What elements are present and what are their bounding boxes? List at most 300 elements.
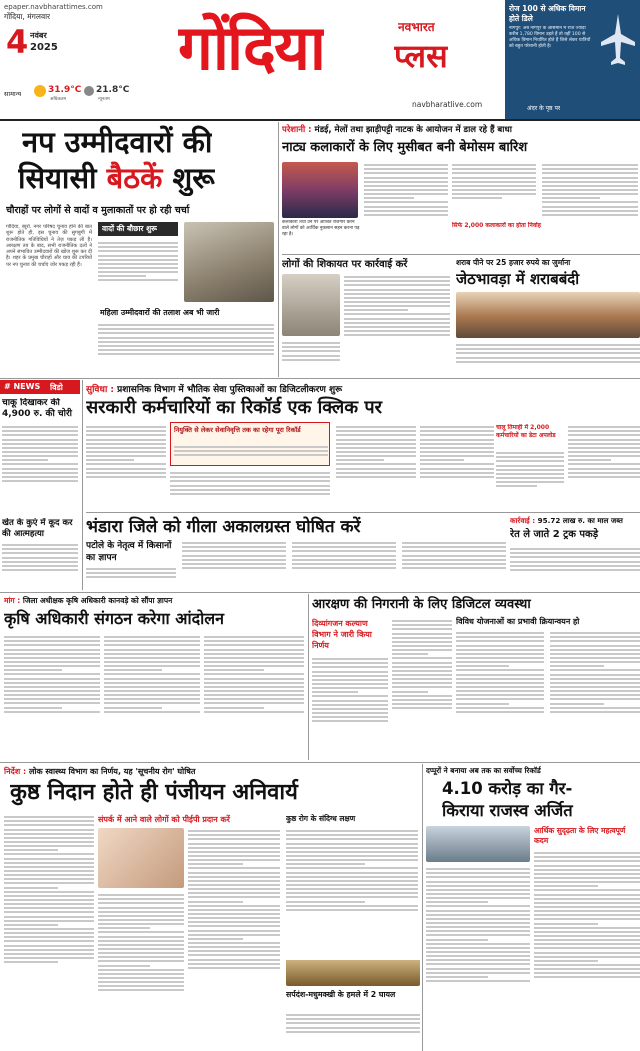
date-year: 2025	[30, 42, 58, 53]
text-line	[426, 918, 530, 920]
lead-photo	[184, 222, 274, 302]
text-line	[98, 973, 184, 975]
digital-headline: सरकारी कर्मचारियों का रिकॉर्ड एक क्लिक पर	[86, 397, 382, 418]
text-line	[104, 661, 200, 663]
text-line	[4, 953, 94, 955]
text-line	[426, 939, 488, 941]
text-line	[98, 969, 184, 971]
text-line	[456, 711, 544, 713]
bhandara-body-4	[402, 540, 506, 590]
text-line	[204, 694, 304, 696]
hr-2	[0, 378, 640, 379]
text-line	[4, 829, 94, 831]
text-line	[456, 674, 544, 676]
text-line	[312, 687, 388, 689]
text-line	[456, 645, 544, 647]
text-line	[282, 350, 340, 352]
text-line	[4, 661, 100, 663]
text-line	[204, 640, 304, 642]
text-line	[392, 662, 452, 664]
text-line	[534, 947, 640, 949]
text-line	[4, 957, 94, 959]
agri-label: मांग :	[4, 596, 21, 605]
text-line	[456, 357, 640, 359]
text-line	[188, 938, 243, 940]
text-line	[568, 430, 640, 432]
vertical-rule-4	[422, 764, 423, 1051]
text-line	[286, 867, 418, 869]
text-line	[188, 888, 280, 890]
text-line	[2, 459, 48, 461]
text-line	[452, 164, 536, 166]
text-line	[286, 851, 418, 853]
bees-headline: सर्पदंश-मधुमक्खी के हमले में 2 घायल	[286, 990, 396, 999]
text-line	[550, 703, 604, 705]
text-line	[104, 640, 200, 642]
text-line	[496, 452, 564, 454]
text-line	[420, 472, 494, 474]
text-line	[170, 489, 330, 491]
text-line	[550, 694, 640, 696]
text-line	[98, 250, 178, 252]
text-line	[542, 172, 638, 174]
bees-body	[286, 1012, 420, 1048]
text-line	[312, 666, 388, 668]
text-line	[336, 472, 416, 474]
text-line	[4, 891, 94, 893]
text-line	[426, 955, 530, 957]
text-line	[420, 451, 494, 453]
text-line	[4, 849, 58, 851]
text-line	[344, 301, 450, 303]
flash-story2-headline: खेत के कुएं में कूद कर की आत्महत्या	[2, 518, 73, 539]
text-line	[4, 657, 100, 659]
text-line	[456, 698, 544, 700]
text-line	[4, 686, 100, 688]
text-line	[312, 662, 388, 664]
agri-kicker-text: जिला अधीक्षक कृषि अधिकारी कानवड़े को सौंपा ज्ञापन	[22, 596, 173, 605]
text-line	[86, 447, 166, 449]
text-line	[104, 678, 200, 680]
text-line	[292, 542, 396, 544]
text-line	[392, 620, 452, 622]
text-line	[534, 906, 640, 908]
text-line	[98, 907, 184, 909]
text-line	[286, 880, 418, 882]
text-line	[542, 168, 638, 170]
text-line	[98, 923, 184, 925]
text-line	[86, 443, 166, 445]
text-line	[104, 690, 200, 692]
artists-headline: नाट्य कलाकारों के लिए मुसीबत बनी बेमोसम बारिश	[282, 140, 528, 155]
text-line	[550, 640, 640, 642]
text-line	[456, 682, 544, 684]
text-line	[456, 344, 640, 346]
text-line	[4, 862, 94, 864]
text-line	[312, 720, 388, 722]
text-line	[286, 843, 418, 845]
text-line	[204, 657, 304, 659]
text-line	[4, 878, 94, 880]
text-line	[426, 922, 530, 924]
text-line	[402, 559, 506, 561]
text-line	[550, 653, 640, 655]
text-line	[510, 548, 640, 550]
text-line	[542, 201, 638, 203]
epaper-url[interactable]: epaper.navbharattimes.com	[4, 3, 103, 11]
text-line	[364, 197, 414, 199]
text-line	[534, 852, 640, 854]
text-line	[550, 661, 640, 663]
text-line	[456, 361, 640, 363]
text-line	[2, 426, 78, 428]
text-line	[426, 901, 488, 903]
text-line	[534, 898, 640, 900]
text-line	[568, 451, 640, 453]
text-line	[282, 342, 340, 344]
lead-subhead: महिला उम्मीदवारों की तलाश अब भी जारी	[100, 308, 220, 317]
text-line	[4, 649, 100, 651]
text-line	[336, 476, 416, 478]
text-line	[98, 919, 184, 921]
text-line	[510, 565, 640, 567]
text-line	[4, 833, 94, 835]
text-line	[344, 293, 450, 295]
hr-4	[0, 592, 640, 593]
text-line	[550, 632, 640, 634]
liquor-kicker: शराब पीने पर 25 हजार रुपये का जुर्माना	[456, 258, 571, 267]
text-line	[534, 914, 640, 916]
text-line	[456, 707, 544, 709]
artists-body-2	[452, 162, 536, 220]
text-line	[188, 838, 280, 840]
text-line	[336, 468, 416, 470]
text-line	[286, 1031, 420, 1033]
text-line	[2, 468, 78, 470]
text-line	[204, 698, 304, 700]
text-line	[392, 628, 452, 630]
text-line	[312, 695, 388, 697]
text-line	[286, 859, 418, 861]
text-line	[542, 185, 638, 187]
text-line	[174, 454, 328, 456]
text-line	[550, 657, 640, 659]
text-line	[392, 703, 452, 705]
bhandara-story	[86, 514, 506, 590]
text-line	[568, 463, 640, 465]
text-line	[336, 451, 416, 453]
text-line	[534, 918, 640, 920]
revenue-body-2	[534, 850, 640, 1046]
text-line	[568, 447, 640, 449]
text-line	[456, 649, 544, 651]
text-line	[188, 905, 280, 907]
text-line	[2, 455, 78, 457]
brand-bottom: प्लस	[394, 37, 448, 75]
artists-kicker	[282, 124, 640, 135]
date-day: 4	[6, 25, 29, 59]
text-line	[568, 468, 640, 470]
text-line	[98, 936, 184, 938]
text-line	[550, 636, 640, 638]
text-line	[4, 853, 94, 855]
text-line	[86, 572, 176, 574]
agri-body-3	[204, 634, 304, 758]
text-line	[104, 665, 200, 667]
text-line	[4, 903, 94, 905]
text-line	[542, 189, 638, 191]
text-line	[364, 193, 448, 195]
text-line	[188, 851, 280, 853]
text-line	[188, 959, 280, 961]
text-line	[86, 463, 166, 465]
text-line	[364, 181, 448, 183]
leprosy-kicker	[4, 766, 420, 777]
text-line	[292, 550, 396, 552]
moon-icon	[84, 86, 94, 96]
hr-1	[282, 254, 640, 255]
text-line	[188, 855, 280, 857]
agri-kicker	[4, 596, 306, 606]
text-line	[402, 546, 506, 548]
text-line	[456, 661, 544, 663]
text-line	[4, 928, 94, 930]
text-line	[170, 493, 330, 495]
leprosy-body-2	[188, 828, 280, 1046]
text-line	[496, 465, 564, 467]
text-line	[4, 678, 100, 680]
text-line	[204, 636, 304, 638]
text-line	[364, 177, 448, 179]
text-line	[452, 185, 536, 187]
text-line	[98, 915, 184, 917]
digital-story	[86, 380, 640, 510]
trucks-kicker-text: 95.72 लाख रु. का माल जब्त	[537, 516, 623, 525]
text-line	[426, 968, 530, 970]
text-line	[534, 889, 640, 891]
leprosy-body-1	[4, 814, 94, 1046]
promo-box	[505, 0, 640, 120]
video-tag[interactable]: विडो	[50, 383, 63, 392]
digital-box-title: नियुक्ति से लेकर सेवानिवृत्ति तक का रहेगा पूरा रिकॉर्ड	[174, 426, 301, 434]
text-line	[4, 665, 100, 667]
leprosy-photo	[98, 828, 184, 888]
text-line	[534, 956, 640, 958]
text-line	[534, 964, 640, 966]
text-line	[568, 476, 640, 478]
text-line	[2, 439, 78, 441]
text-line	[286, 1014, 420, 1016]
text-line	[182, 567, 286, 569]
text-line	[426, 876, 530, 878]
text-line	[344, 284, 450, 286]
text-line	[86, 459, 134, 461]
text-line	[286, 830, 418, 832]
text-line	[452, 193, 536, 195]
text-line	[286, 834, 418, 836]
text-line	[534, 873, 640, 875]
text-line	[2, 476, 78, 478]
text-line	[344, 318, 450, 320]
text-line	[286, 855, 418, 857]
revenue-headline-2: किराया राजस्व अर्जित	[442, 801, 573, 820]
text-line	[420, 459, 464, 461]
revenue-headline-1: 4.10 करोड़ का गैर-	[442, 779, 573, 798]
text-line	[188, 967, 280, 969]
text-line	[98, 271, 178, 273]
trucks-label: कार्रवाई :	[510, 516, 536, 525]
text-line	[534, 894, 640, 896]
text-line	[170, 476, 330, 478]
text-line	[402, 550, 506, 552]
text-line	[534, 960, 598, 962]
text-line	[98, 985, 184, 987]
temp-max: 31.9°C	[48, 85, 82, 95]
bhandara-body-3	[292, 540, 396, 590]
text-line	[188, 859, 280, 861]
text-line	[98, 927, 150, 929]
flash-story1-headline: चाकू दिखाकर की 4,900 रु. की चोरी	[2, 398, 72, 419]
text-line	[392, 666, 452, 668]
text-line	[550, 690, 640, 692]
text-line	[86, 439, 166, 441]
text-line	[86, 426, 166, 428]
text-line	[188, 954, 280, 956]
text-line	[542, 164, 638, 166]
site-url[interactable]: navbharatlive.com	[412, 100, 483, 109]
artists-stat: सिर्फ 2,000 कलाकारों का होता निर्वाह	[452, 222, 541, 229]
text-line	[282, 359, 340, 361]
text-line	[86, 568, 176, 570]
text-line	[4, 644, 100, 646]
text-line	[426, 972, 530, 974]
digital-body-1	[86, 424, 166, 508]
artists-body-1	[364, 162, 448, 250]
digital-body-5	[496, 450, 564, 508]
text-line	[98, 246, 178, 248]
agri-body-2	[104, 634, 200, 758]
text-line	[204, 702, 304, 704]
text-line	[542, 193, 638, 195]
text-line	[286, 863, 365, 865]
digital-body-6	[568, 424, 640, 508]
text-line	[312, 716, 388, 718]
text-line	[496, 477, 564, 479]
text-line	[4, 694, 100, 696]
news-badge-text: # NEWS	[4, 382, 41, 391]
flash-story1-body	[2, 424, 78, 516]
digital-sub: चालू तिमाही में 2,000 कर्मचारियों का डेटा अपलोड	[496, 424, 556, 439]
text-line	[98, 332, 274, 334]
text-line	[426, 881, 530, 883]
text-line	[204, 653, 304, 655]
hr-3	[86, 512, 640, 513]
text-line	[4, 932, 94, 934]
text-line	[188, 901, 243, 903]
text-line	[182, 546, 286, 548]
bees-photo	[286, 960, 420, 986]
text-line	[420, 468, 494, 470]
text-line	[534, 976, 640, 978]
text-line	[4, 895, 94, 897]
text-line	[204, 711, 304, 713]
text-line	[568, 459, 611, 461]
promo-more[interactable]: अंदर के पृष्ठ पर	[527, 105, 561, 112]
promo-title: रोज 100 से अधिक विमान होते डिले	[509, 4, 586, 23]
text-line	[392, 653, 428, 655]
text-line	[426, 930, 530, 932]
text-line	[98, 353, 274, 355]
text-line	[2, 472, 78, 474]
text-line	[456, 694, 544, 696]
bhandara-body-1	[86, 566, 176, 590]
revenue-body-1	[426, 866, 530, 1046]
text-line	[312, 712, 388, 714]
text-line	[174, 446, 328, 448]
text-line	[426, 914, 530, 916]
text-line	[182, 563, 286, 565]
text-line	[312, 708, 388, 710]
text-line	[188, 934, 280, 936]
leprosy-kicker-text: लोक स्वास्थ्य विभाग का निर्णय, यह 'सूचनीय रोग' घोषित	[28, 767, 196, 776]
text-line	[2, 447, 78, 449]
text-line	[568, 439, 640, 441]
text-line	[392, 691, 428, 693]
masthead-rule	[0, 119, 640, 121]
airplane-icon	[599, 12, 637, 72]
text-line	[86, 434, 166, 436]
text-line	[534, 910, 640, 912]
text-line	[2, 561, 78, 563]
text-line	[312, 658, 388, 660]
text-line	[426, 980, 530, 982]
text-line	[98, 977, 184, 979]
revenue-sub: आर्थिक सुदृढ़ता के लिए महत्वपूर्ण कदम	[534, 826, 626, 845]
text-line	[4, 816, 94, 818]
text-line	[426, 868, 530, 870]
text-line	[98, 931, 184, 933]
text-line	[542, 177, 638, 179]
text-line	[188, 843, 280, 845]
digital-label: सुविधा :	[86, 385, 115, 395]
text-line	[426, 926, 530, 928]
text-line	[2, 552, 78, 554]
text-line	[4, 945, 94, 947]
text-line	[344, 305, 450, 307]
text-line	[4, 911, 94, 913]
text-line	[104, 694, 200, 696]
lead-headline-2b: बैठकें	[106, 161, 163, 195]
text-line	[312, 691, 358, 693]
complaints-headline: लोगों की शिकायत पर कार्रवाई करें	[282, 259, 408, 270]
lead-body-col2	[98, 240, 178, 304]
complaints-body-1	[344, 274, 450, 374]
text-line	[426, 905, 530, 907]
text-line	[4, 820, 94, 822]
leprosy-body-4	[286, 828, 418, 956]
text-line	[104, 649, 200, 651]
text-line	[4, 698, 100, 700]
reservation-body-2	[392, 618, 452, 760]
text-line	[4, 920, 94, 922]
text-line	[456, 665, 509, 667]
text-line	[534, 902, 640, 904]
text-line	[510, 569, 640, 571]
text-line	[2, 430, 78, 432]
text-line	[336, 463, 416, 465]
text-line	[402, 567, 506, 569]
text-line	[86, 472, 166, 474]
